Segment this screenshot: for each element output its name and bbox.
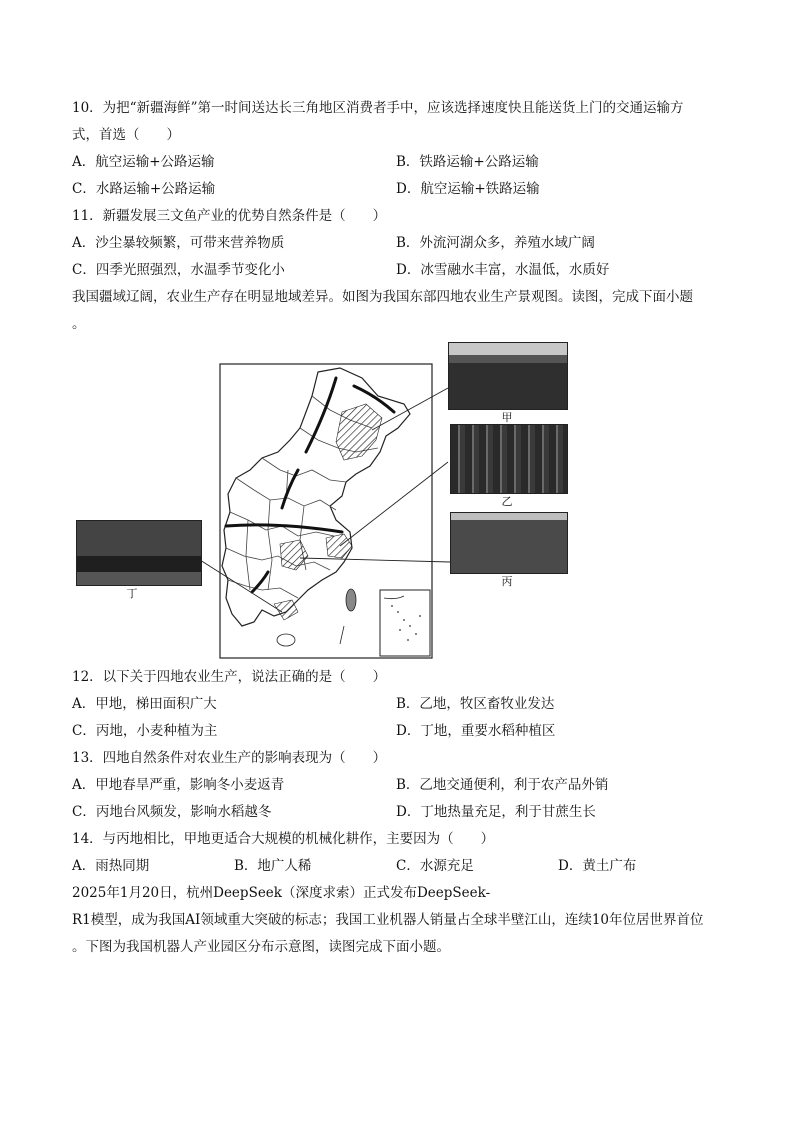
passage2-line2: R1模型，成为我国AI领域重大突破的标志；我国工业机器人销量占全球半壁江山，连续10年位居世界首位 xyxy=(72,912,704,928)
passage2-line1: 2025年1月20日，杭州DeepSeek（深度求索）正式发布DeepSeek- xyxy=(72,885,491,901)
q12-option-b: B．乙地，牧区畜牧业发达 xyxy=(396,696,555,712)
q12-option-d: D．丁地，重要水稻种植区 xyxy=(396,723,556,739)
passage1-line2: 。 xyxy=(72,316,86,332)
q10-option-a: A．航空运输+公路运输 xyxy=(72,154,215,170)
q13-option-c: C．丙地台风频发，影响水稻越冬 xyxy=(72,804,272,820)
label-jia: 甲 xyxy=(501,411,513,424)
q14-option-b: B．地广人稀 xyxy=(234,858,312,874)
region-jia xyxy=(336,404,382,460)
q13-stem: 13．四地自然条件对农业生产的影响表现为（ ） xyxy=(72,750,387,766)
q12-option-a: A．甲地，梯田面积广大 xyxy=(72,696,217,712)
map-frame xyxy=(220,364,432,658)
photo-jia xyxy=(448,342,568,410)
q12-option-c: C．丙地，小麦种植为主 xyxy=(72,723,218,739)
hainan-island xyxy=(277,634,295,646)
label-bing: 丙 xyxy=(501,575,513,588)
q10-stem-line1: 10．为把“新疆海鲜”第一时间送达长三角地区消费者手中，应该选择速度快且能送货上门的交通运输方 xyxy=(72,100,684,116)
q10-stem-line2: 式，首选（ ） xyxy=(72,127,180,143)
q14-stem: 14．与丙地相比，甲地更适合大规模的机械化耕作，主要因为（ ） xyxy=(72,831,495,847)
q14-option-c: C．水源充足 xyxy=(396,858,474,874)
q11-option-a: A．沙尘暴较频繁，可带来营养物质 xyxy=(72,235,285,251)
taiwan-island xyxy=(346,589,356,611)
q12-stem: 12．以下关于四地农业生产，说法正确的是（ ） xyxy=(72,669,387,685)
q13-option-d: D．丁地热量充足，利于甘蔗生长 xyxy=(396,804,596,820)
south-china-sea-inset xyxy=(380,590,430,656)
q14-option-d: D．黄土广布 xyxy=(558,858,637,874)
q10-option-c: C．水路运输+公路运输 xyxy=(72,181,216,197)
label-yi: 乙 xyxy=(501,495,513,508)
q11-option-b: B．外流河湖众多，养殖水域广阔 xyxy=(396,235,595,251)
q11-option-d: D．冰雪融水丰富，水温低，水质好 xyxy=(396,262,610,278)
passage1-line1: 我国疆域辽阔，农业生产存在明显地域差异。如图为我国东部四地农业生产景观图。读图，完成下面小题 xyxy=(72,289,693,305)
q10-option-b: B．铁路运输+公路运输 xyxy=(396,154,539,170)
q11-stem: 11．新疆发展三文鱼产业的优势自然条件是（ ） xyxy=(72,208,387,224)
q13-option-b: B．乙地交通便利，利于农产品外销 xyxy=(396,777,609,793)
photo-bing xyxy=(450,512,568,574)
q11-option-c: C．四季光照强烈，水温季节变化小 xyxy=(72,262,285,278)
photo-yi xyxy=(450,424,568,494)
q14-option-a: A．雨热同期 xyxy=(72,858,150,874)
region-ding xyxy=(274,600,298,620)
q10-option-d: D．航空运输+铁路运输 xyxy=(396,181,540,197)
q13-option-a: A．甲地春旱严重，影响冬小麦返青 xyxy=(72,777,285,793)
photo-ding xyxy=(76,520,202,586)
label-ding: 丁 xyxy=(126,587,138,600)
region-yi xyxy=(326,534,352,558)
china-outline xyxy=(222,368,410,626)
region-bing xyxy=(280,540,308,570)
passage2-line3: 。下图为我国机器人产业园区分布示意图，读图完成下面小题。 xyxy=(72,939,450,955)
